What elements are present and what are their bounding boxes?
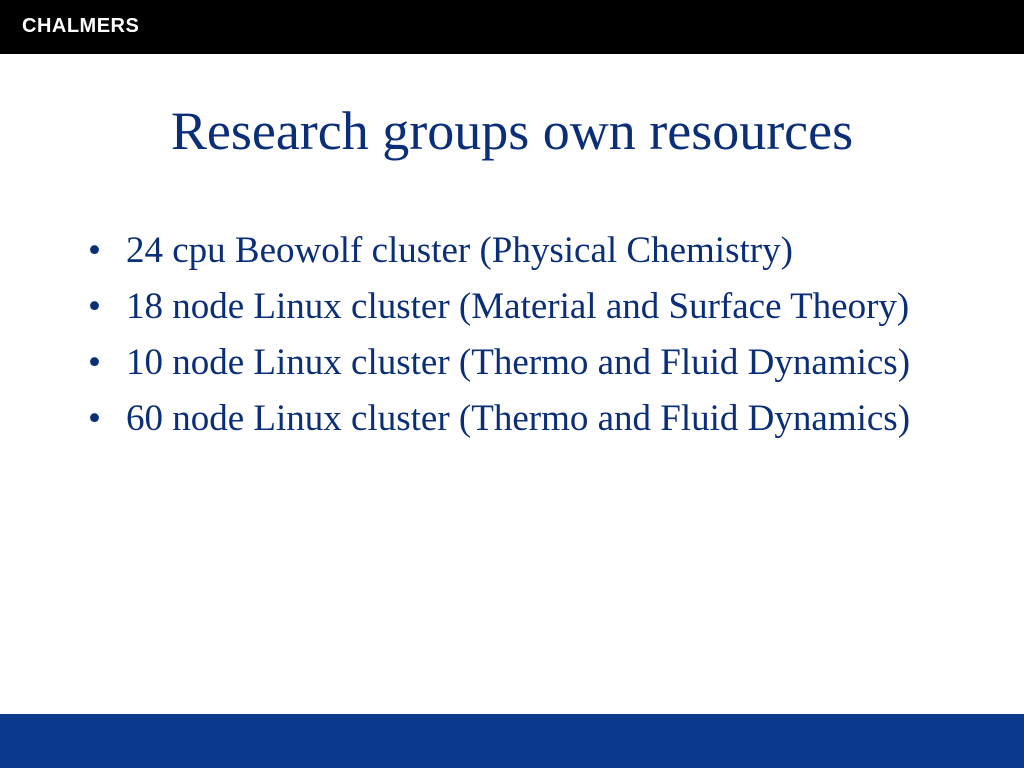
- bullet-text: 24 cpu Beowolf cluster (Physical Chemistry): [126, 230, 793, 271]
- bullet-icon: •: [88, 342, 101, 383]
- slide-title: Research groups own resources: [170, 101, 854, 161]
- bullet-item: [88, 394, 968, 444]
- footer-bar: [0, 714, 1024, 768]
- bullet-icon: •: [88, 398, 101, 439]
- bullet-list: [88, 226, 968, 450]
- chalmers-logo: CHALMERS: [22, 15, 140, 37]
- bullet-item: [88, 226, 968, 276]
- bullet-icon: •: [88, 286, 101, 327]
- bullet-item: [88, 338, 968, 388]
- header-bar: [0, 0, 1024, 54]
- bullet-icon: •: [88, 230, 101, 271]
- bullet-text: 18 node Linux cluster (Material and Surface Theory): [126, 286, 910, 327]
- bullet-text: 60 node Linux cluster (Thermo and Fluid Dynamics): [126, 398, 911, 439]
- bullet-text: 10 node Linux cluster (Thermo and Fluid Dynamics): [126, 342, 911, 383]
- bullet-item: [88, 282, 968, 332]
